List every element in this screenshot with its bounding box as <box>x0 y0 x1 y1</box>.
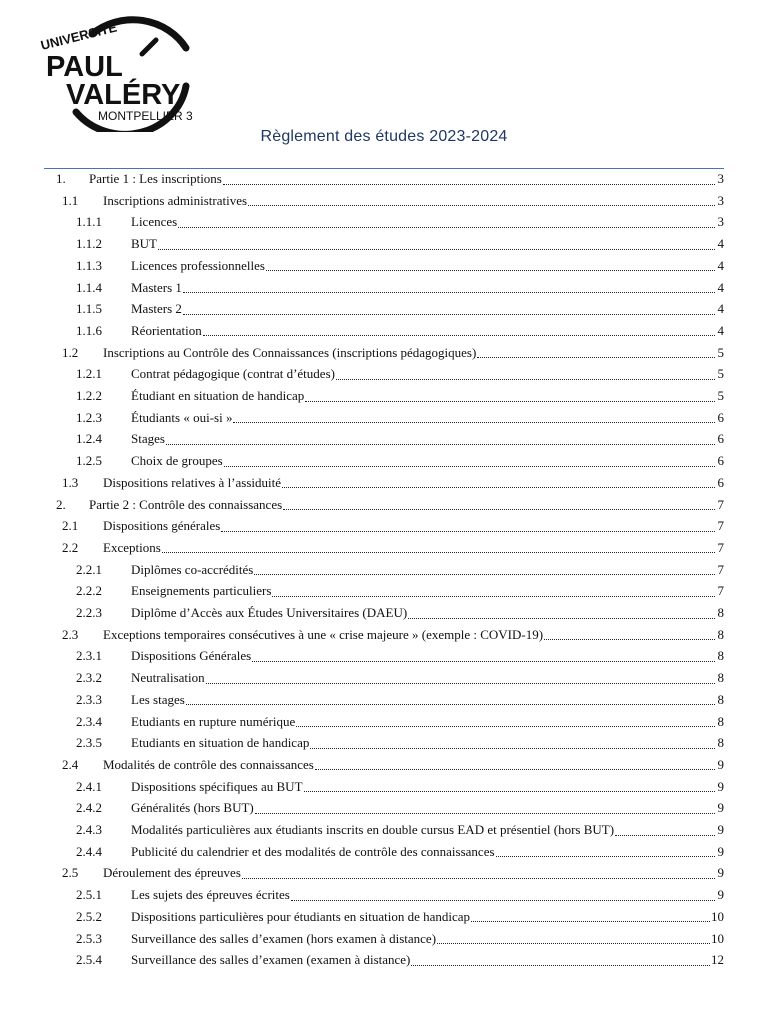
toc-entry-page: 6 <box>717 453 724 469</box>
toc-entry-page: 8 <box>717 670 724 686</box>
toc-entry-label: Contrat pédagogique (contrat d’études) <box>131 366 335 382</box>
toc-entry-number: 1.2.3 <box>76 409 102 425</box>
toc-entry-number: 1.2.5 <box>76 453 102 469</box>
toc-entry-number: 1.2.2 <box>76 388 102 403</box>
toc-entry[interactable] <box>62 190 724 212</box>
toc-entry-page: 7 <box>717 561 724 577</box>
toc-entry-page: 7 <box>717 539 724 555</box>
toc-entry-label: Masters 1 <box>131 279 182 295</box>
toc-dot-leader <box>283 509 715 510</box>
toc-entry-number: 2.3.3 <box>76 691 102 707</box>
toc-entry[interactable] <box>62 537 724 559</box>
toc-entry-number: 2.2 <box>62 539 79 555</box>
toc-entry-page: 10 <box>711 908 724 924</box>
toc-entry[interactable] <box>76 407 724 429</box>
toc-dot-leader <box>252 661 715 662</box>
toc-entry-number: 2.3.2 <box>76 670 102 686</box>
toc-entry[interactable] <box>76 732 724 754</box>
toc-entry[interactable] <box>76 211 724 233</box>
toc-entry-page: 4 <box>717 236 724 252</box>
toc-dot-leader <box>162 552 715 553</box>
toc-entry-page: 6 <box>717 431 724 447</box>
toc-entry-label: Partie 1 : Les inscriptions <box>89 171 222 186</box>
toc-dot-leader <box>233 422 715 423</box>
toc-entry-label: Diplômes co-accrédités <box>131 561 254 577</box>
toc-entry-label: Dispositions générales <box>103 518 221 534</box>
toc-dot-leader <box>206 683 715 684</box>
toc-dot-leader <box>291 900 715 901</box>
toc-entry-number: 2.2.1 <box>76 561 102 577</box>
toc-entry-number: 1.2.4 <box>76 431 102 447</box>
toc-entry-label: Masters 2 <box>131 301 182 317</box>
toc-entry-number: 1.1.3 <box>76 257 102 273</box>
toc-entry-page: 9 <box>717 800 724 816</box>
toc-entry-label: Dispositions spécifiques au BUT <box>131 778 303 794</box>
logo-universite: UNIVERSITÉ <box>39 19 119 53</box>
toc-entry-label: Licences professionnelles <box>131 257 265 273</box>
toc-dot-leader <box>158 249 715 250</box>
toc-entry[interactable] <box>62 515 724 537</box>
toc-dot-leader <box>305 401 715 402</box>
toc-entry-number: 2.3 <box>62 626 79 642</box>
toc-entry-number: 1.2 <box>62 344 79 360</box>
toc-dot-leader <box>310 748 715 749</box>
toc-entry[interactable] <box>76 580 724 602</box>
toc-entry-page: 7 <box>717 518 724 534</box>
toc-dot-leader <box>166 444 715 445</box>
toc-entry[interactable] <box>76 906 724 928</box>
toc-entry-number: 1.1.6 <box>76 322 102 338</box>
toc-entry[interactable] <box>76 667 724 689</box>
toc-entry-label: Surveillance des salles d’examen (hors examen à distance) <box>131 930 437 946</box>
toc-entry-page: 6 <box>717 474 724 490</box>
toc-entry-number: 2.2.2 <box>76 583 102 599</box>
toc-entry-page: 4 <box>717 257 724 273</box>
toc-entry-label: Dispositions particulières pour étudiants en situation de handicap <box>131 908 471 924</box>
toc-entry-number: 2.5.3 <box>76 930 102 946</box>
toc-entry-number: 2.5.1 <box>76 887 102 903</box>
toc-entry-page: 7 <box>717 496 724 512</box>
toc-entry[interactable] <box>76 928 724 950</box>
toc-entry-number: 2.3.5 <box>76 735 102 751</box>
toc-entry-label: Inscriptions au Contrôle des Connaissances (inscriptions pédagogiques) <box>103 344 477 360</box>
toc-entry-number: 2.4.2 <box>76 800 102 816</box>
toc-entry[interactable] <box>76 233 724 255</box>
toc-entry-number: 1.1 <box>62 192 79 208</box>
toc-entry-label: Étudiants « oui-si » <box>131 409 233 425</box>
toc-dot-leader <box>408 618 715 619</box>
toc-entry-label: Etudiants en rupture numérique <box>131 713 296 729</box>
university-logo <box>36 14 206 132</box>
toc-dot-leader <box>242 878 715 879</box>
toc-entry-label: BUT <box>131 236 157 252</box>
toc-dot-leader <box>304 791 715 792</box>
logo-paul: PAUL <box>46 51 123 83</box>
logo-montpellier: MONTPELLIER 3 <box>98 109 193 123</box>
toc-entry[interactable] <box>56 494 724 516</box>
logo-valery: VALÉRY <box>66 79 181 111</box>
toc-dot-leader <box>186 704 715 705</box>
toc-entry-number: 1.2.1 <box>76 366 102 382</box>
toc-entry[interactable] <box>76 689 724 711</box>
toc-dot-leader <box>223 184 715 185</box>
toc-dot-leader <box>477 357 715 358</box>
toc-entry-page: 8 <box>717 648 724 664</box>
toc-dot-leader <box>272 596 715 597</box>
toc-entry-number: 1.1.5 <box>76 301 102 317</box>
toc-entry-page: 10 <box>711 930 724 946</box>
toc-entry[interactable] <box>76 428 724 450</box>
toc-dot-leader <box>203 335 715 336</box>
toc-entry-label: Exceptions <box>103 539 161 555</box>
toc-entry-number: 2.1 <box>62 518 79 534</box>
toc-entry[interactable] <box>76 884 724 906</box>
toc-entry-label: Partie 2 : Contrôle des connaissances <box>89 496 283 512</box>
toc-entry-number: 2.5.4 <box>76 952 102 968</box>
toc-entry-label: Stages <box>131 431 165 447</box>
toc-entry[interactable] <box>76 841 724 863</box>
toc-dot-leader <box>336 379 715 380</box>
toc-dot-leader <box>437 943 710 944</box>
toc-entry-page: 8 <box>717 626 724 642</box>
toc-entry-page: 7 <box>717 583 724 599</box>
toc-dot-leader <box>411 965 710 966</box>
toc-dot-leader <box>315 769 715 770</box>
toc-dot-leader <box>296 726 715 727</box>
toc-entry-number: 2.4 <box>62 756 79 772</box>
toc-entry-page: 9 <box>717 756 724 772</box>
toc-dot-leader <box>183 292 715 293</box>
toc-entry-label: Choix de groupes <box>131 453 223 469</box>
toc-entry[interactable] <box>76 711 724 733</box>
toc-entry-page: 4 <box>717 301 724 317</box>
toc-entry-number: 1.1.1 <box>76 214 102 230</box>
toc-entry-label: Modalités de contrôle des connaissances <box>103 756 314 772</box>
toc-entry-number: 2.4.3 <box>76 822 102 837</box>
toc-entry-page: 4 <box>717 279 724 295</box>
toc-entry-page: 12 <box>711 952 724 968</box>
toc-entry-page: 9 <box>717 778 724 794</box>
toc-entry[interactable] <box>62 342 724 364</box>
toc-entry-page: 5 <box>717 366 724 382</box>
toc-entry-label: Exceptions temporaires consécutives à une « crise majeure » (exemple : COVID-19) <box>103 626 544 642</box>
toc-entry-page: 8 <box>717 605 724 620</box>
toc-entry-number: 1.1.2 <box>76 236 102 252</box>
toc-entry-label: Enseignements particuliers <box>131 583 272 599</box>
toc-entry[interactable] <box>76 255 724 277</box>
toc-dot-leader <box>183 314 715 315</box>
toc-entry-label: Les sujets des épreuves écrites <box>131 887 290 903</box>
toc-entry-page: 8 <box>717 735 724 751</box>
toc-entry-page: 9 <box>717 822 724 837</box>
toc-entry[interactable] <box>76 776 724 798</box>
document-title: Règlement des études 2023-2024 <box>260 128 508 145</box>
toc-entry-label: Dispositions Générales <box>131 648 252 664</box>
toc-entry[interactable] <box>56 168 724 190</box>
toc-entry-label: Réorientation <box>131 322 202 338</box>
toc-entry-label: Généralités (hors BUT) <box>131 800 254 816</box>
toc-entry-page: 9 <box>717 843 724 859</box>
toc-entry[interactable] <box>76 450 724 472</box>
toc-dot-leader <box>248 205 715 206</box>
toc-entry[interactable] <box>62 754 724 776</box>
toc-entry[interactable] <box>76 363 724 385</box>
toc-entry-number: 1.1.4 <box>76 279 102 295</box>
toc-entry-page: 3 <box>717 171 724 186</box>
toc-dot-leader <box>224 466 715 467</box>
toc-entry-page: 9 <box>717 865 724 881</box>
toc-entry[interactable] <box>76 645 724 667</box>
toc-entry[interactable] <box>62 472 724 494</box>
toc-entry-number: 2.4.1 <box>76 778 102 794</box>
toc-entry-page: 5 <box>717 344 724 360</box>
toc-entry-label: Déroulement des épreuves <box>103 865 241 881</box>
toc-dot-leader <box>471 921 710 922</box>
toc-dot-leader <box>255 813 715 814</box>
toc-entry-page: 4 <box>717 322 724 338</box>
toc-dot-leader <box>254 574 715 575</box>
toc-entry-label: Publicité du calendrier et des modalités de contrôle des connaissances <box>131 843 495 859</box>
toc-entry[interactable] <box>76 797 724 819</box>
toc-entry-label: Étudiant en situation de handicap <box>131 388 305 403</box>
toc-dot-leader <box>496 856 715 857</box>
toc-entry-number: 2.3.4 <box>76 713 102 729</box>
toc-entry-number: 2.5.2 <box>76 908 102 924</box>
toc-entry[interactable] <box>76 385 724 407</box>
toc-dot-leader <box>178 227 715 228</box>
toc-entry[interactable] <box>76 949 724 971</box>
toc-entry-number: 1. <box>56 171 66 186</box>
toc-entry-label: Modalités particulières aux étudiants inscrits en double cursus EAD et présentiel (hors BUT) <box>131 822 615 837</box>
toc-entry[interactable] <box>76 277 724 299</box>
toc-entry-number: 2.2.3 <box>76 605 102 620</box>
toc-dot-leader <box>282 487 715 488</box>
logo-accent <box>142 40 156 54</box>
toc-entry-label: Diplôme d’Accès aux Études Universitaires (DAEU) <box>131 605 408 620</box>
toc-entry-label: Inscriptions administratives <box>103 192 248 208</box>
toc-entry-number: 2. <box>56 496 66 512</box>
toc-entry-page: 8 <box>717 691 724 707</box>
toc-entry-label: Les stages <box>131 691 185 707</box>
toc-entry-number: 2.5 <box>62 865 79 881</box>
toc-entry[interactable] <box>76 602 724 624</box>
toc-entry-label: Neutralisation <box>131 670 205 686</box>
toc-entry-page: 6 <box>717 409 724 425</box>
toc-entry-page: 9 <box>717 887 724 903</box>
toc-entry-page: 3 <box>717 192 724 208</box>
toc-entry[interactable] <box>76 320 724 342</box>
toc-dot-leader <box>266 270 715 271</box>
toc-entry[interactable] <box>76 298 724 320</box>
toc-entry[interactable] <box>76 819 724 841</box>
toc-entry[interactable] <box>62 862 724 884</box>
toc-dot-leader <box>221 531 715 532</box>
toc-entry-label: Etudiants en situation de handicap <box>131 735 310 751</box>
toc-entry[interactable] <box>76 559 724 581</box>
toc-entry-number: 2.3.1 <box>76 648 102 664</box>
toc-entry-page: 8 <box>717 713 724 729</box>
toc-entry-label: Licences <box>131 214 178 230</box>
toc-dot-leader <box>615 835 715 836</box>
toc-dot-leader <box>544 639 715 640</box>
toc-entry-page: 3 <box>717 214 724 230</box>
toc-entry-page: 5 <box>717 388 724 403</box>
toc-entry-number: 2.4.4 <box>76 843 102 859</box>
toc-entry-number: 1.3 <box>62 474 79 490</box>
toc-entry[interactable] <box>62 624 724 646</box>
toc-entry-label: Surveillance des salles d’examen (examen à distance) <box>131 952 411 968</box>
toc-entry-label: Dispositions relatives à l’assiduité <box>103 474 282 490</box>
